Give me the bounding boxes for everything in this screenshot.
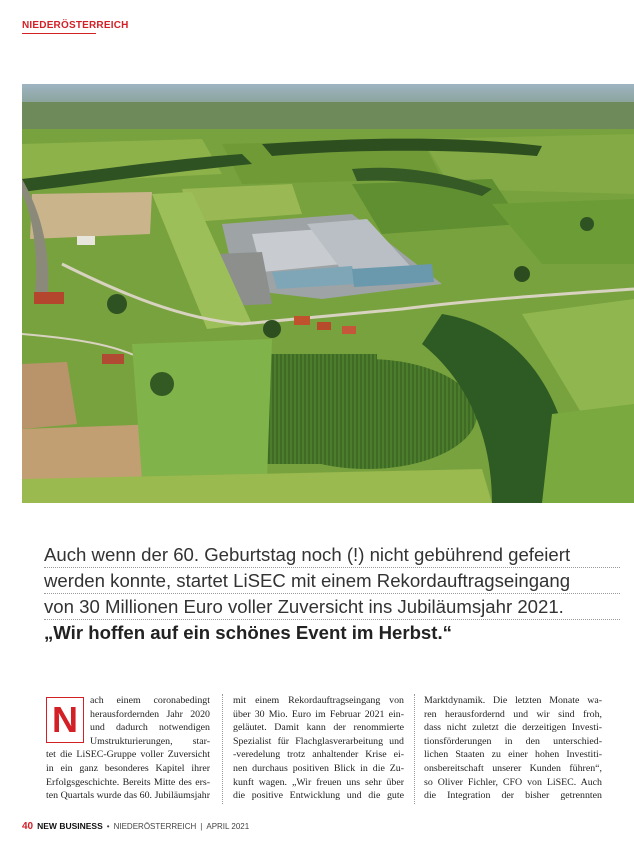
- column-line: Spezialist für Flachglasverarbeitung und: [233, 735, 404, 747]
- column-line: -veredelung trotz anhaltender Krise ei-: [233, 749, 404, 761]
- footer-bullet: •: [106, 822, 110, 831]
- footer-issue: APRIL 2021: [206, 822, 250, 831]
- footer-section: NIEDERÖSTERREICH: [113, 822, 197, 831]
- page-footer: [22, 821, 249, 832]
- column-line: herausfordernden Jahr 2020: [90, 708, 210, 720]
- column-line: lichen Staaten zu einer hohen Investiti-: [424, 749, 602, 761]
- column-divider: [222, 694, 223, 804]
- column-line: die Integration der bisher getrennten: [424, 790, 602, 802]
- column-line: kunft wagen. „Wir freuen uns sehr über: [233, 776, 404, 788]
- lead-line-1: Auch wenn der 60. Geburtstag noch (!) nicht gebührend gefeiert: [44, 542, 620, 568]
- section-tag: NIEDERÖSTERREICH: [22, 20, 129, 31]
- footer-separator: |: [200, 822, 203, 831]
- page-number: 40: [22, 821, 34, 832]
- magazine-name: NEW BUSINESS: [37, 821, 103, 831]
- dropcap-letter: N: [52, 699, 78, 740]
- lead-quote: „Wir hoffen auf ein schönes Event im Herbst.“: [44, 622, 452, 643]
- lead-line-3: von 30 Millionen Euro voller Zuversicht ins Jubiläumsjahr 2021.: [44, 594, 620, 620]
- lead-text: [44, 542, 620, 645]
- column-line: ten Quartals wurde das 60. Jubiläumsjahr: [46, 790, 210, 802]
- column-line: über 30 Mio. Euro im Februar 2021 ein-: [233, 708, 404, 720]
- article-column-2: [233, 694, 404, 803]
- column-line: mit einem Rekordauftragseingang von: [233, 695, 404, 706]
- column-line: Marktdynamik. Die letzten Monate wa-: [424, 695, 602, 706]
- column-line: ach einem coronabedingt: [90, 695, 210, 706]
- column-line: dass nicht zuletzt die derzeitigen Investi-: [424, 722, 602, 734]
- column-line: Umstrukturierungen, star-: [90, 735, 210, 747]
- article-column-1: [46, 694, 210, 803]
- column-line: tionsförderungen in den unterschied-: [424, 735, 602, 747]
- column-line: die positive Entwicklung und die gute: [233, 790, 404, 802]
- column-line: so Oliver Fichler, CFO von LiSEC. Auch: [424, 776, 602, 788]
- column-line: nen durchaus positiven Blick in die Zu-: [233, 762, 404, 774]
- lead-line-2: werden konnte, startet LiSEC mit einem Rekordauftragseingang: [44, 568, 620, 594]
- aerial-photo: [22, 84, 634, 503]
- article-column-3: [424, 694, 602, 803]
- column-divider: [414, 694, 415, 804]
- column-line: Erfolgsgeschichte. Bereits Mitte des ers-: [46, 776, 210, 788]
- column-line: in ein ganz besonderes Kapitel ihrer: [46, 762, 210, 774]
- column-line: onsbereitschaft unserer Kunden führen“,: [424, 762, 602, 774]
- column-line: und dadurch notwendigen: [90, 722, 210, 734]
- column-line: ren herausfordernd und wir sind froh,: [424, 708, 602, 720]
- column-line: tet die LiSEC-Gruppe voller Zuversicht: [46, 749, 210, 761]
- column-line: geläutet. Damit kann der renommierte: [233, 722, 404, 734]
- section-tag-underline: [22, 33, 96, 34]
